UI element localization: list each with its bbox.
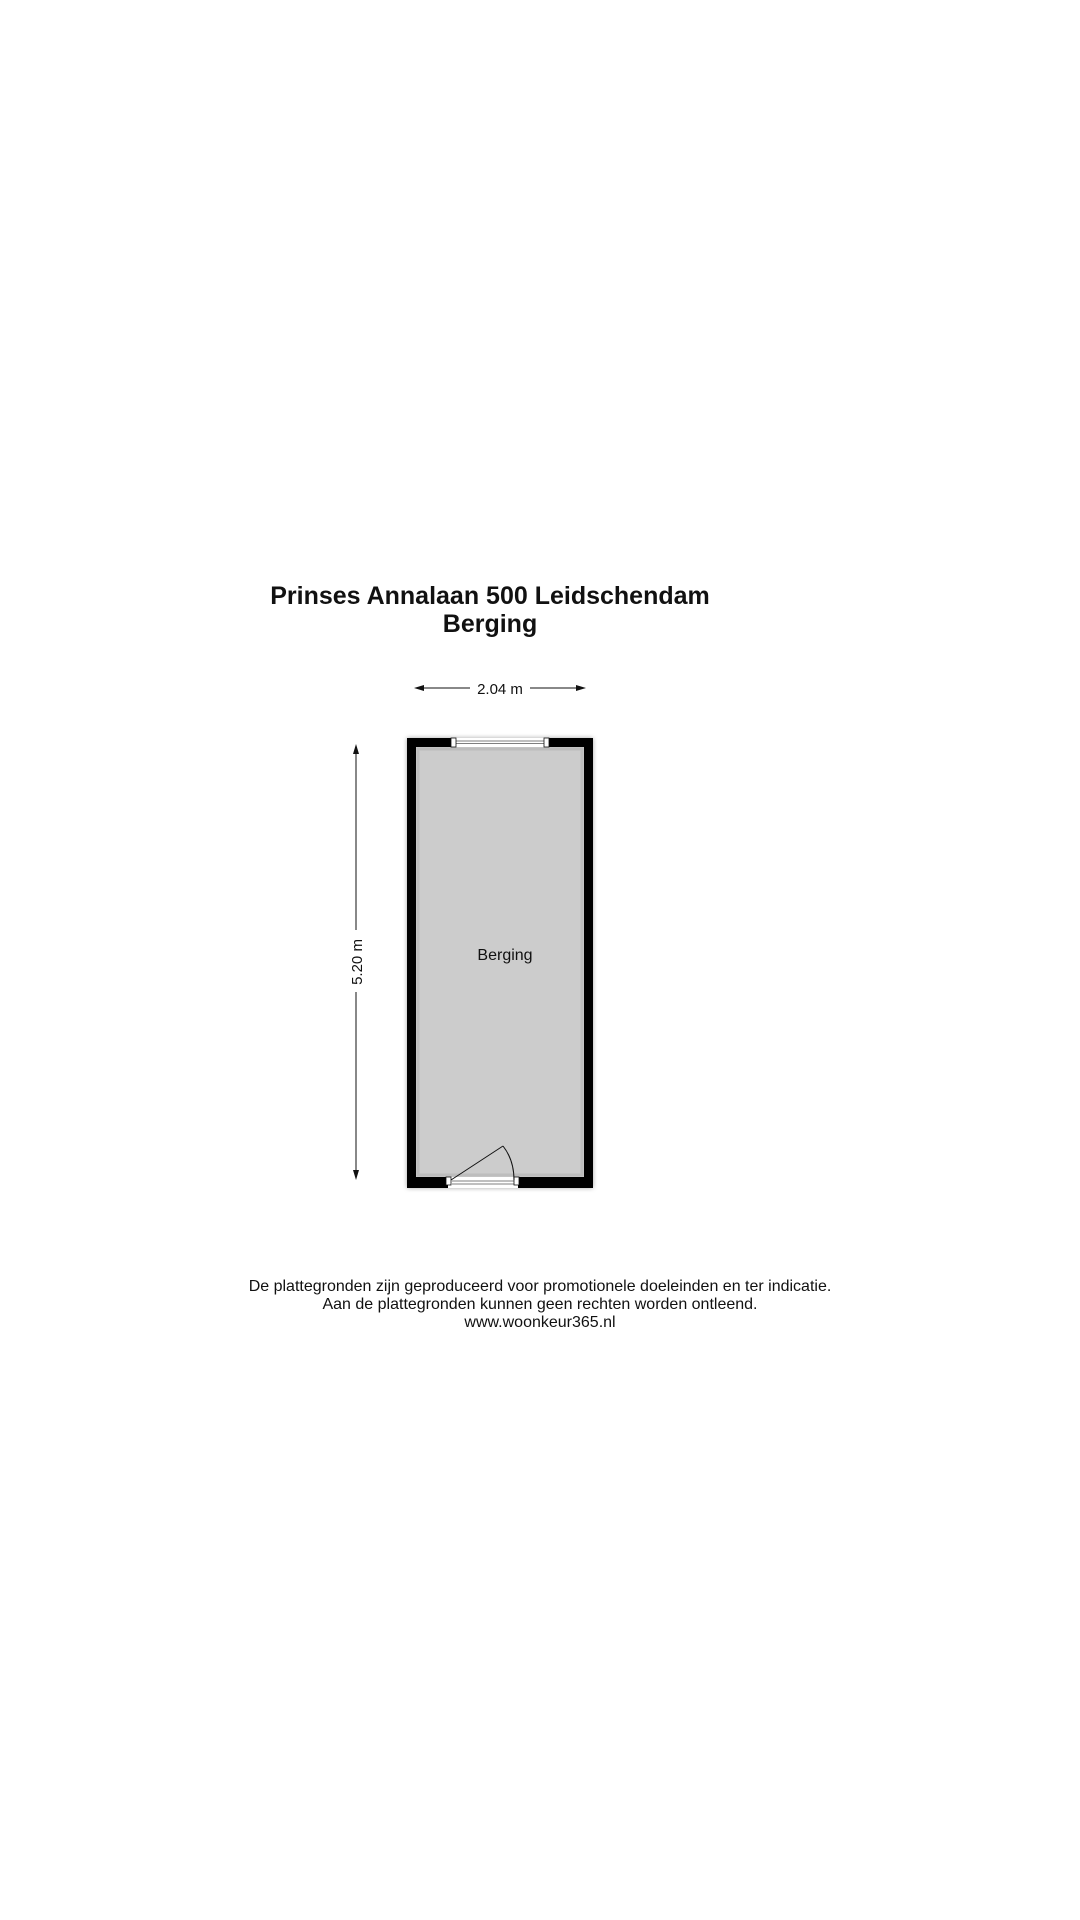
door-post-right [514,1177,519,1185]
width-dimension [414,681,586,698]
length-dimension [349,744,366,1180]
room-label-berging: Berging [477,947,533,964]
door-opening [448,1177,518,1188]
disclaimer-line-2: Aan de plattegronden kunnen geen rechten worden ontleend. [322,1296,758,1313]
width-dimension-label: 2.04 m [477,681,523,698]
width-arrowhead-right [576,685,586,691]
length-dimension-label: 5.20 m [349,939,366,985]
address-title: Prinses Annalaan 500 Leidschendam [270,582,710,610]
window-post-right [544,738,549,747]
disclaimer-website: www.woonkeur365.nl [464,1314,616,1331]
door-post-left [446,1177,451,1185]
window-opening [452,738,548,747]
window-top [451,738,549,747]
length-arrowhead-bottom [353,1170,359,1180]
disclaimer-line-1: De plattegronden zijn geproduceerd voor promotionele doeleinden en ter indicatie. [248,1278,832,1295]
disclaimer [190,1278,890,1332]
length-arrowhead-top [353,744,359,754]
floor-title: Berging [442,610,538,638]
width-arrowhead-left [414,685,424,691]
window-post-left [451,738,456,747]
